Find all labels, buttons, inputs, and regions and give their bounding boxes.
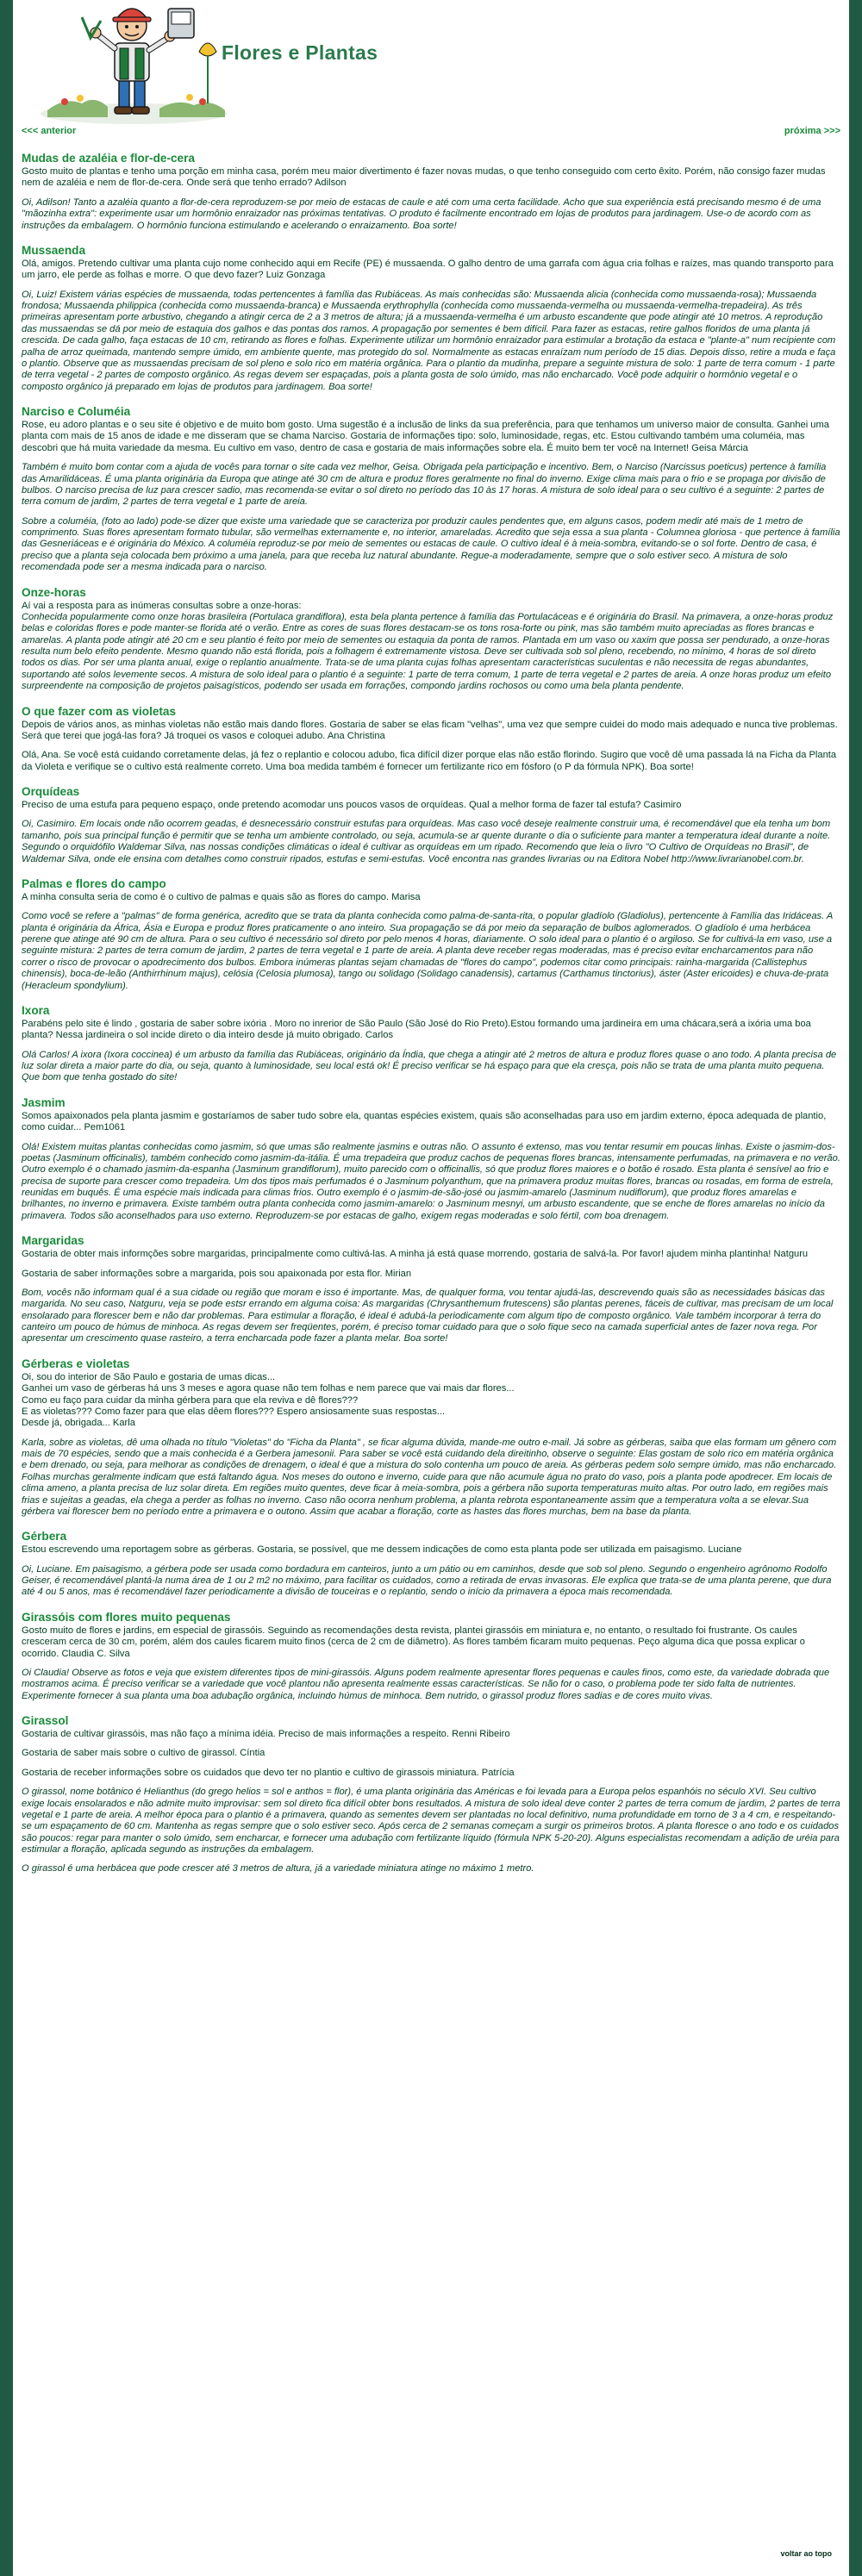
top-navigation: [13, 126, 849, 152]
question-paragraph: Ganhei um vaso de gérberas há uns 3 meses e agora quase não tem folhas e nem parece que vai mais dar flores...: [22, 1383, 515, 1394]
question-paragraph: Olá, amigos. Pretendo cultivar uma planta cujo nome conhecido aqui em Recife (PE) é mussaenda. O galho dentro de uma garrafa com água cria folhas e raízes, mas quando transporto para um jarro, ele perde as folhas e morre. O que devo fazer? Luiz Gonzaga: [22, 258, 834, 281]
question-paragraph: Rose, eu adoro plantas e o seu site é objetivo e de muito bom gosto. Uma sugestão é a inclusão de links da sua preferência, para que tenhamos um universo maior de consulta. Ganhei uma planta com mais de 15 anos de idade e me disseram que se chama Narciso. Gostaria de informações tipo: solo, luminosidade, regas, etc. Estou cultivando também uma columéia, mas descobri que há muita variedade da mesma. Eu cultivo em vaso, dentro de casa e gostaria de mais informações sobre ela. É muito bem ter você na Internet! Geisa Márcia: [22, 420, 829, 453]
next-page-link[interactable]: próxima >>>: [784, 126, 840, 136]
answer-paragraph: Também é muito bom contar com a ajuda de vocês para tornar o site cada vez melhor, Geisa. Obrigada pela participação e incentivo. Bem, o Narciso (Narcissus poeticus) pertence à família das Amarilidáceas. É uma planta originária da Europa que atinge até 30 cm de altura e produz flores geralmente no final do inverno. Exige clima mais para o frio e se propaga por divisão de bulbos. O narciso precisa de luz para crescer sadio, mas recomenda-se evitar o sol direto no período das 10 às 17 horas. A mistura de solo ideal para o seu cultivo é a seguinte: 2 partes de terra comum de jardim, 2 partes de terra vegetal e 1 parte de areia.: [22, 462, 827, 508]
answer-paragraph: Olá Carlos! A ixora (Ixora coccinea) é um arbusto da família das Rubiáceas, originário da Índia, que chega a atingir até 2 metros de altura e produz flores quase o ano todo. A planta precisa de luz solar direta a maior parte do dia, ou seja, quanto à luminosidade, seu local está ok! É preciso verificar se há espaço para que ela cresça, pois não se trata de uma planta muito pequena. Que bom que tenha gostado do site!: [22, 1049, 837, 1083]
question-paragraph: Depois de vários anos, as minhas violetas não estão mais dando flores. Gostaria de saber se elas ficam "velhas", uma vez que sempre cuidei do modo mais adequado e nunca tive problemas. Será que terei que jogá-las fora? Já troquei os vasos e coloquei adubo. Ana Christina: [22, 719, 838, 741]
article: [22, 785, 840, 865]
question-paragraph: Oi, sou do interior de São Paulo e gostaria de umas dicas...: [22, 1371, 276, 1382]
article-title: Palmas e flores do campo: [22, 876, 166, 890]
question-paragraph: A minha consulta seria de como é o cultivo de palmas e quais são as flores do campo. Marisa: [22, 891, 421, 902]
question-paragraph: Parabéns pelo site é lindo , gostaria de saber sobre ixória . Moro no inrerior de São Paulo (São José do Rio Preto).Estou formando uma jardineira em uma chácara,será a ixória uma boa planta? Nessa jardineira o sol incide direto o dia inteiro desde já muito obrigado. Carlos: [22, 1018, 811, 1041]
article-title: Gérbera: [22, 1530, 67, 1544]
answer-paragraph: Como você se refere a "palmas" de forma genérica, acredito que se trata da planta conhecida como palma-de-santa-rita, o popular gladíolo (Gladiolus), pertencente à Família das Iridáceas. A planta é originária da África, Ásia e Europa e produz flores praticamente o ano inteiro. Sua propagação se dá por meio da separação de bulbos aglomerados. O gladíolo é uma herbácea perene que atinge até 90 cm de altura. Para o seu cultivo é necessário sol direto por pelo menos 4 horas, diariamente. O solo ideal para o plantio é o argiloso. Se for cultivá-la em vaso, use a seguinte mistura: 2 partes de terra comum de jardim, 2 partes de terra vegetal e 1 parte de areia. A planta deve receber regas moderadas, mas é preciso evitar encharcamentos para não correr o risco de provocar o apodrecimento dos bulbos. Embora inúmeras plantas sejam chamadas de "flores do campo", podemos citar como principais: rainha-margarida (Callistephus chinensis), boca-de-leão (Anthirrhinum majus), celósia (Celosia plumosa), tango ou solidago (Solidago canadensis), cartamus (Carthamus tinctorius), áster (Aster ericoides) e chuva-de-prata (Heracleum spondylium).: [22, 911, 833, 991]
question-paragraph: Gosto muito de flores e jardins, em especial de girassóis. Seguindo as recomendações desta revista, plantei girassóis em miniatura e, no entanto, o resultado foi frustrante. Os caules cresceram cerca de 30 cm, porém, além dos caules ficarem muito finos (cerca de 2 cm de diâmetro). As flores também ficaram muito pequenas. Peço alguma dica que possa explicar o ocorrido. Claudia C. Silva: [22, 1625, 805, 1659]
article: [22, 1357, 840, 1519]
question-paragraph: Olá, Ana. Se você está cuidando corretamente delas, já fez o replantio e colocou adubo, fica difícil dizer porque elas não estão florindo. Sugiro que você dê uma passada lá na Ficha da Planta da Violeta e verifique se o cultivo está realmente correto. Uma boa medida também é fornecer um fertilizante rico em fósforo (o P da fórmula NPK). Boa sorte!: [22, 750, 837, 772]
article: [22, 877, 840, 992]
article: [22, 586, 840, 693]
answer-paragraph: Oi Claudia! Observe as fotos e veja que existem diferentes tipos de mini-girassóis. Alguns podem realmente apresentar flores pequenas e caules finos, como este, da variedade dobrada que mostramos acima. É preciso verificar se a variedade que você plantou não apresenta realmente essas características. Se não for o caso, o problema pode ter sido falta de nutrientes. Experimente fornecer à sua planta uma boa adubação orgânica, incluindo húmus de minhoca. Bem nutrido, o girassol produz flores sadias e de cores muito vivas.: [22, 1667, 830, 1701]
article-title: Onze-horas: [22, 585, 86, 599]
answer-paragraph: Oi, Luiz! Existem várias espécies de mussaenda, todas pertencentes à família das Rubiáceas. As mais conhecidas são: Mussaenda alicia (conhecida como mussaenda-rosa); Mussaenda frondosa; Mussaenda philippica (conhecida como mussaenda-branca) e Mussaenda erythrophylla (conhecida como mussaenda-vermelha ou mussaenda-vermelha-trepadeira). As três primeiras apresentam porte arbustivo, chegando a atingir cerca de 2 a 3 metros de altura; já a mussaenda-vermelha é um arbusto escandente que pode atingir até 10 metros. A reprodução das mussaendas se dá por meio de estaquia dos galhos e das pontas dos ramos. A propagação por sementes é bem difícil. Para fazer as estacas, retire galhos floridos de uma planta já crescida. De cada galho, faça estacas de 10 cm, retirando as flores e folhas. Experimente utilizar um hormônio enraizador para estimular a brotação da estaca e "plante-a" num recipiente com palha de arroz queimada, mantendo sempre úmido, em ambiente quente, mas protegido do sol. Normalmente as estacas enraízam num período de 15 dias. Depois disso, retire a muda e faça o plantio. Observe que as mussaendas precisam de sol pleno e solo rico em matéria orgânica. Para o plantio da mudinha, prepare a seguinte mistura de solo: 1 parte de terra comum - 1 parte de terra vegetal - 2 partes de composto orgânico. As regas devem ser espaçadas, pois a planta gosta de solo úmido, mas não encharcado. Você pode adquirir o hormônio vegetal e o composto orgânico já preparado em lojas de produtos para jardinagem. Boa sorte!: [22, 289, 836, 392]
question-paragraph: Aí vai a resposta para as inúmeras consultas sobre a onze-horas:: [22, 600, 302, 611]
articles-list: [13, 152, 849, 1875]
question-paragraph: Gostaria de saber informações sobre a margarida, pois sou apaixonada por esta flor. Mirian: [22, 1268, 412, 1279]
gardener-mascot-logo: [30, 0, 237, 126]
question-paragraph: Gosto muito de plantas e tenho uma porção em minha casa, porém meu maior divertimento é fazer novas mudas, o que tenho conseguido com certo êxito. Porém, não consigo fazer mudas nem de azaléia e nem de flor-de-cera. Onde será que tenho errado? Adilson: [22, 166, 826, 189]
article-title: Margaridas: [22, 1234, 84, 1248]
article: [22, 1004, 840, 1084]
answer-paragraph: Karla, sobre as violetas, dê uma olhada no título "Violetas" do "Ficha da Planta" , se ficar alguma dúvida, mande-me outro e-mail. Já sobre as gérberas, saiba que elas formam um gênero com mais de 70 espécies, sendo que a mais conhecida é a Gerbera jamesonii. Para saber se você está cuidando dela direitinho, observe o seguinte: Elas gostam de solo rico em matéria orgânica e bem drenado, ou seja, para melhorar as condições de drenagem, o ideal é que a mistura do solo contenha um pouco de areia. As gérberas pedem solo sempre úmido, mas não encharcado. Folhas murchas geralmente indicam que está faltando água. Nos meses do outono e inverno, cuide para que não acumule água no prato do vaso, pois a planta pode apodrecer. Em locais de clima ameno, a planta precisa de luz solar direta. Em regiões muito quentes, deve ficar à meia-sombra, pois a gérbera não suporta temperaturas muito altas. Por outro lado, em regiões mais frias e sujeitas a geadas, ela chega a perder as folhas no inverno. Caso não ocorra nenhum problema, a planta rebrota espontaneamente assim que a temperatura volta a se elevar.Sua gérbera vai florescer bem no período entre a primavera e o outono. Assim que acabar a floração, corte as hastes das flores murchas, bem na base da planta.: [22, 1437, 837, 1517]
article-title: Ixora: [22, 1003, 50, 1017]
article-title: Mussaenda: [22, 243, 86, 257]
question-paragraph: Gostaria de receber informações sobre os cuidados que devo ter no plantio e cultivo de girassois miniatura. Patrícia: [22, 1767, 515, 1778]
article-title: Orquídeas: [22, 785, 80, 798]
answer-paragraph: Sobre a columéia, (foto ao lado) pode-se dizer que existe uma variedade que se caracteriza por produzir caules pendentes que, em alguns casos, podem medir até mais de 1 metro de comprimento. Suas flores apresentam formato tubular, são vermelhas externamente e, no interior, amareladas. Acredito que seja essa a sua planta - Columnea gloriosa - que pertence à família das Gesneriáceas e é originária do México. A columéia reproduz-se por meio de sementes ou estacas de caule. O cultivo ideal é à meia-sombra, evitando-se o sol forte. Dentro de casa, é preciso que a planta seja colocada bem próximo a uma janela, para que receba luz natural abundante. Regue-a moderadamente, sempre que o solo estiver seco. A mistura de solo recomendada pode ser a mesma indicada para o narciso.: [22, 515, 840, 573]
article-title: Jasmim: [22, 1095, 66, 1109]
question-paragraph: Gostaria de saber mais sobre o cultivo de girassol. Cíntia: [22, 1748, 265, 1759]
question-paragraph: Gostaria de cultivar girassóis, mas não faço a mínima idéia. Preciso de mais informações a respeito. Renni Ribeiro: [22, 1729, 510, 1739]
answer-paragraph: O girassol, nome botânico é Helianthus (do grego helios = sol e anthos = flor), é uma planta originária das Américas e foi levada para a Europa pelos espanhóis no século XVI. Seu cultivo exige locais ensolarados e não admite muito improvisar: sem sol direto fica difícil obter bons resultados. A mistura de solo ideal deve conter 2 partes de terra comum de jardim, 2 partes de terra vegetal e 1 parte de areia. A melhor época para o plantio é a primavera, quando as sementes devem ser plantadas no local definitivo, numa profundidade em torno de 3 a 4 cm, e respeitando-se um espaçamento de 60 cm. Mantenha as regas sempre que o solo estiver seco. Após cerca de 2 semanas começam a surgir os primeiros brotos. A planta floresce o ano todo e os cuidados são poucos: regar para manter o solo úmido, sem encharcar, e fornecer uma adubação com fertilizante líquido (fórmula NPK 5-20-20). Alguns especialistas recomendam a adição de uréia para estimular a floração, aplicada segundo as instruções da embalagem.: [22, 1787, 840, 1855]
article-title: Gérberas e violetas: [22, 1357, 130, 1370]
page: [13, 0, 849, 2576]
article: [22, 244, 840, 393]
question-paragraph: Desde já, obrigada... Karla: [22, 1418, 135, 1429]
article-title: Girassol: [22, 1714, 69, 1727]
article: [22, 1530, 840, 1599]
answer-paragraph: Oi, Luciane. Em paisagismo, a gérbera pode ser usada como bordadura em canteiros, junto a um pátio ou em caminhos, desde que sob sol pleno. Segundo o engenheiro agrônomo Rodolfo Geiser, é recomendável plantá-la numa área de 1 ou 2 m2 no máximo, para facilitar os cuidados, como a retirada de ervas invasoras. Ele explica que trata-se de uma planta perene, que dura até 4 ou 5 anos, mas é recomendável fazer periodicamente a divisão de touceiras e o replantio, sendo o início da primavera a época mais recomendada.: [22, 1563, 832, 1598]
question-paragraph: Estou escrevendo uma reportagem sobre as gérberas. Gostaria, se possível, que me dessem indicações de como esta planta pode ser utilizada em paisagismo. Luciane: [22, 1544, 742, 1556]
answer-paragraph: Bom, vocês não informam qual é a sua cidade ou região que moram e isso é importante. Mas, de qualquer forma, vou tentar ajudá-las, descrevendo quais são as necessidades básicas das margarida. No seu caso, Natguru, veja se pode estsr errando em alguma coisa: As margaridas (Chrysanthemum frutescens) são plantas perenes, fáceis de cultivar, mas precisam de um local ensolarado para florescer bem e não dar problemas. Para estimular a floração, é ideal é adubá-la periodicamente com algum tipo de composto orgânico. Vale também incorporar à terra do canteiro um pouco de húmus de minhoca. As regas devem ser freqüentes, porém, é preciso tomar cuidado para que o solo fique seco na camada superficial antes de fazer nova rega. Por apresentar um crescimento quase rasteiro, a terra encharcada pode fazer a planta melar. Boa sorte!: [22, 1287, 834, 1344]
article-title: Mudas de azaléia e flor-de-cera: [22, 152, 195, 165]
site-title: Flores e Plantas: [222, 41, 378, 64]
previous-page-link[interactable]: <<< anterior: [22, 126, 77, 136]
site-header: [13, 0, 849, 126]
answer-paragraph: Olá! Existem muitas plantas conhecidas como jasmim, só que umas são realmente jasmins e outras não. O assunto é extenso, mas vou tentar resumir em poucas linhas. Existe o jasmim-dos-poetas (Jasminum officinalis), também conhecido como jasmim-da-itália. É uma trepadeira que produz cachos de pequenas flores brancas, intensamente perfumadas, na primavera e no verão. Outro exemplo é o chamado jasmim-da-espanha (Jasminum grandiflorum), muito parecido com o officinallis, só que produz flores maiores e o botão é rosado. Esta planta é sensível ao frio e precisa de suporte para crescer como trepadeira. Um dos tipos mais perfumados é o Jasminum polyanthum, que na primavera produz muitas flores, brancas ou rosadas, em forma de estrela, reunidas em buquês. É uma espécie mais indicada para climas frios. Outro exemplo é o jasmim-de-são-josé ou jasmim-amarelo (Jasminum nudiflorum), que produz flores amarelas e brilhantes, no inverno e primavera. Existe também outra planta conhecida como jasmim-amarelo: o Jasminum mesnyi, um arbusto escandente, que se enche de flores amarelas no início da primavera. Todos são aconselhados para uso externo. Reproduzem-se por estacas de galho, exigem regas moderadas e solo fértil, com boa drenagem.: [22, 1141, 840, 1221]
article: [22, 1234, 840, 1345]
question-paragraph: Como eu faço para cuidar da minha gérbera para que ela reviva e dê flores???: [22, 1394, 359, 1406]
article-title: O que fazer com as violetas: [22, 704, 177, 718]
back-to-top-link[interactable]: voltar ao topo: [780, 2549, 832, 2558]
question-paragraph: Preciso de uma estufa para pequeno espaço, onde pretendo acomodar uns poucos vasos de orquídeas. Qual a melhor forma de fazer tal estufa? Casimiro: [22, 800, 682, 810]
article-title: Narciso e Columéia: [22, 405, 131, 418]
article: [22, 152, 840, 232]
question-paragraph: E as violetas??? Como fazer para que elas dêem flores??? Espero ansiosamente suas respostas...: [22, 1406, 446, 1417]
question-paragraph: Gostaria de obter mais informções sobre margaridas, principalmente como cultivá-las. A minha já está quase morrendo, gostaria de salvá-la. Por favor! ajudem minha plantinha! Natguru: [22, 1249, 809, 1260]
answer-paragraph: Conhecida popularmente como onze horas brasileira (Portulaca grandiflora), esta bela planta pertence à família das Portulacáceas e é originária do Brasil. Na primavera, a onze-horas produz belas e coloridas flores e pode manter-se florida até o verão. Entre as cores de suas flores destacam-se os tons rosa-forte ou pink, mas são também muito apreciadas as flores brancas e amarelas. A planta pode atingir até 20 cm e seu plantio é feito por meio de sementes ou estaquia da ponta de ramos. Plantada em um vaso ou xaxim que possa ser pendurado, a onze-horas resulta num belo efeito pendente. Mesmo quando não está florida, pois a folhagem é extremamente vistosa. Deve ser cultivada sob sol pleno, recebendo, no mínimo, 4 horas de sol direto todos os dias. Por ser uma planta anual, exige o replantio anualmente. Trata-se de uma planta cujas folhas apresentam características suculentas e não necessita de regas abundantes, suportando até solos levemente secos. A mistura de solo ideal para o plantio é a seguinte: 1 parte de terra comum, 1 parte de terra vegetal e 2 partes de areia. A onze horas produz um efeito surpreendente na composição de projetos paisagísticos, podendo ser usada em forrações, compondo jardins rochosos ou como uma bela planta pendente.: [22, 611, 834, 692]
question-paragraph: Somos apaixonados pela planta jasmim e gostaríamos de saber tudo sobre ela, quantas espécies existem, quais são aconselhadas para uso em jardim externo, época adequada de plantio, como cuidar... Pem1061: [22, 1110, 827, 1133]
article: [22, 405, 840, 574]
article: [22, 1611, 840, 1702]
answer-paragraph: Oi, Casimiro. Em locais onde não ocorrem geadas, é desnecessário construir estufas para orquídeas. Mas caso você deseje realmente construir uma, é recomendável que ela tenha um bom tamanho, pois sua principal função é permitir que se tenha um ambiente controlado, ou seja, acumula-se ar quente durante o dia o suficiente para manter a temperatura ideal durante a noite. Segundo o orquidófilo Waldemar Silva, nas nossas condições climáticas o ideal é cultivar as orquídeas em um ripado. Recomendo que leia o livro "O Cultivo de Orquídeas no Brasil", de Waldemar Silva, onde ele ensina com detalhes como construir ripados, estufas e semi-estufas. Você encontra nas grandes livrarias ou na Editora Nobel http://www.livrarianobel.com.br.: [22, 819, 831, 864]
answer-paragraph: Oi, Adilson! Tanto a azaléia quanto a flor-de-cera reproduzem-se por meio de estacas de caule e até com uma certa facilidade. Acho que sua experiência está precisando mesmo é de uma "mãozinha extra": experimente usar um hormônio enraizador nas próximas tentativas. O produto é facilmente encontrado em lojas de produtos para jardinagem. Use-o de acordo com as instruções da embalagem. O hormônio funciona estimulando e acelerando o enraizamento. Boa sorte!: [22, 196, 821, 231]
article: [22, 1714, 840, 1875]
article: [22, 705, 840, 774]
article-title: Girassóis com flores muito pequenas: [22, 1610, 231, 1624]
answer-paragraph: O girassol é uma herbácea que pode crescer até 3 metros de altura, já a variedade miniatura atinge no máximo 1 metro.: [22, 1863, 534, 1874]
article: [22, 1096, 840, 1222]
